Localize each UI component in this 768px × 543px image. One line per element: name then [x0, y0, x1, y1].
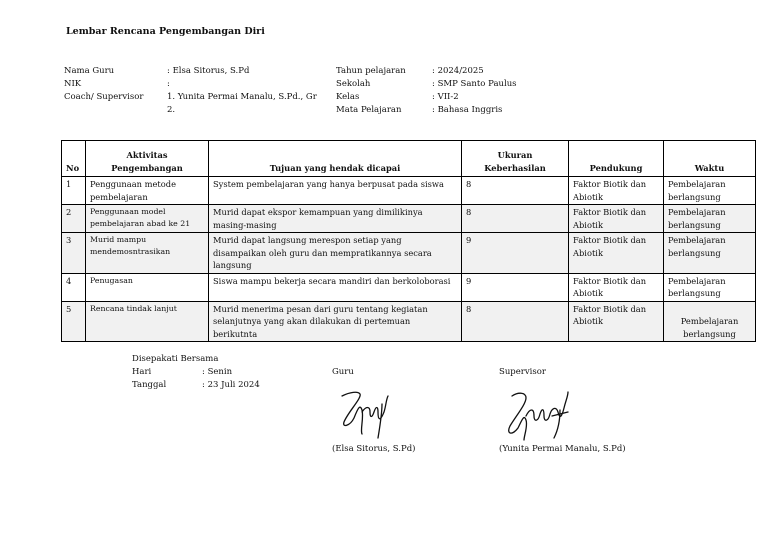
- cell-tujuan: Siswa mampu bekerja secara mandiri dan berkoloborasi: [209, 273, 462, 301]
- info-row-tahun: [336, 65, 517, 78]
- cell-pendukung: Faktor Biotik dan Abiotik: [569, 205, 664, 233]
- cell-aktivitas: Rencana tindak lanjut: [86, 301, 209, 342]
- cell-aktivitas: Penggunaan metode pembelajaran: [86, 177, 209, 205]
- header-pendukung: Pendukung: [569, 141, 664, 177]
- cell-pendukung: Faktor Biotik dan Abiotik: [569, 301, 664, 342]
- info-label: Kelas: [336, 92, 360, 102]
- info-row-sekolah: [336, 78, 517, 91]
- header-ukuran: Ukuran Keberhasilan: [462, 141, 569, 177]
- table-row: [62, 273, 756, 301]
- table-row: [62, 301, 756, 342]
- cell-ukuran: 8: [462, 177, 569, 205]
- table-header-row: [62, 141, 756, 177]
- info-row-nama-guru: [64, 65, 317, 78]
- cell-waktu: Pembelajaran berlangsung: [664, 233, 756, 274]
- info-row-kelas: [336, 91, 517, 104]
- cell-waktu: Pembelajaran berlangsung: [664, 301, 756, 342]
- info-label: Mata Pelajaran: [336, 105, 402, 115]
- info-label: Sekolah: [336, 79, 371, 89]
- cell-waktu: Pembelajaran berlangsung: [664, 177, 756, 205]
- cell-tujuan: Murid dapat langsung merespon setiap yang disampaikan oleh guru dan mempratikannya secara langsung: [209, 233, 462, 274]
- coach-list: [167, 91, 317, 117]
- info-label: Coach/ Supervisor: [64, 92, 144, 102]
- info-value: 1. Yunita Permai Manalu, S.Pd., Gr: [167, 92, 317, 102]
- info-value: : Elsa Sitorus, S.Pd: [167, 66, 250, 76]
- school-info: [336, 65, 517, 117]
- info-label: Tahun pelajaran: [336, 66, 406, 76]
- cell-no: 3: [62, 233, 86, 274]
- info-value: 2.: [167, 105, 176, 115]
- teacher-info: [64, 65, 317, 117]
- table-row: [62, 205, 756, 233]
- cell-waktu: Pembelajaran berlangsung: [664, 273, 756, 301]
- date-value: : 23 Juli 2024: [202, 380, 260, 390]
- header-tujuan: Tujuan yang hendak dicapai: [209, 141, 462, 177]
- agreement-day-row: [132, 366, 260, 379]
- cell-no: 5: [62, 301, 86, 342]
- supervisor-label: Supervisor: [499, 367, 546, 377]
- info-row-mapel: [336, 104, 517, 117]
- cell-ukuran: 9: [462, 233, 569, 274]
- cell-no: 1: [62, 177, 86, 205]
- info-row-nik: [64, 78, 317, 91]
- table-row: [62, 177, 756, 205]
- cell-ukuran: 8: [462, 301, 569, 342]
- supervisor-signature: [502, 386, 574, 444]
- guru-name: (Elsa Sitorus, S.Pd): [332, 444, 416, 454]
- cell-pendukung: Faktor Biotik dan Abiotik: [569, 273, 664, 301]
- day-value: : Senin: [202, 367, 233, 377]
- header-no: No: [62, 141, 86, 177]
- cell-aktivitas: Penggunaan model pembelajaran abad ke 21: [86, 205, 209, 233]
- day-label: Hari: [132, 367, 152, 377]
- cell-pendukung: Faktor Biotik dan Abiotik: [569, 233, 664, 274]
- header-aktivitas: Aktivitas Pengembangan: [86, 141, 209, 177]
- agreement-heading: Disepakati Bersama: [132, 354, 219, 364]
- table-row: [62, 233, 756, 274]
- cell-ukuran: 9: [462, 273, 569, 301]
- development-plan-table: [61, 140, 756, 342]
- agreement-date-row: [132, 379, 260, 392]
- info-label: NIK: [64, 79, 82, 89]
- info-label: Nama Guru: [64, 66, 115, 76]
- info-value: : VII-2: [432, 92, 459, 102]
- info-value: :: [167, 79, 170, 89]
- date-label: Tanggal: [132, 380, 167, 390]
- supervisor-name: (Yunita Permai Manalu, S.Pd): [499, 444, 626, 454]
- guru-label: Guru: [332, 367, 354, 377]
- agreement-block: [132, 353, 260, 392]
- cell-pendukung: Faktor Biotik dan Abiotik: [569, 177, 664, 205]
- cell-no: 4: [62, 273, 86, 301]
- cell-tujuan: System pembelajaran yang hanya berpusat pada siswa: [209, 177, 462, 205]
- header-waktu: Waktu: [664, 141, 756, 177]
- cell-tujuan: Murid menerima pesan dari guru tentang kegiatan selanjutnya yang akan dilakukan di pertemuan berikutnta: [209, 301, 462, 342]
- info-value: : Bahasa Inggris: [432, 105, 503, 115]
- cell-tujuan: Murid dapat ekspor kemampuan yang dimilikinya masing-masing: [209, 205, 462, 233]
- info-row-coach: [64, 91, 317, 117]
- cell-aktivitas: Penugasan: [86, 273, 209, 301]
- cell-aktivitas: Murid mampu mendemosntrasikan: [86, 233, 209, 274]
- guru-signature: [336, 382, 396, 442]
- cell-waktu: Pembelajaran berlangsung: [664, 205, 756, 233]
- cell-ukuran: 8: [462, 205, 569, 233]
- info-value: : 2024/2025: [432, 66, 484, 76]
- cell-no: 2: [62, 205, 86, 233]
- info-value: : SMP Santo Paulus: [432, 79, 517, 89]
- document-title: Lembar Rencana Pengembangan Diri: [66, 26, 265, 37]
